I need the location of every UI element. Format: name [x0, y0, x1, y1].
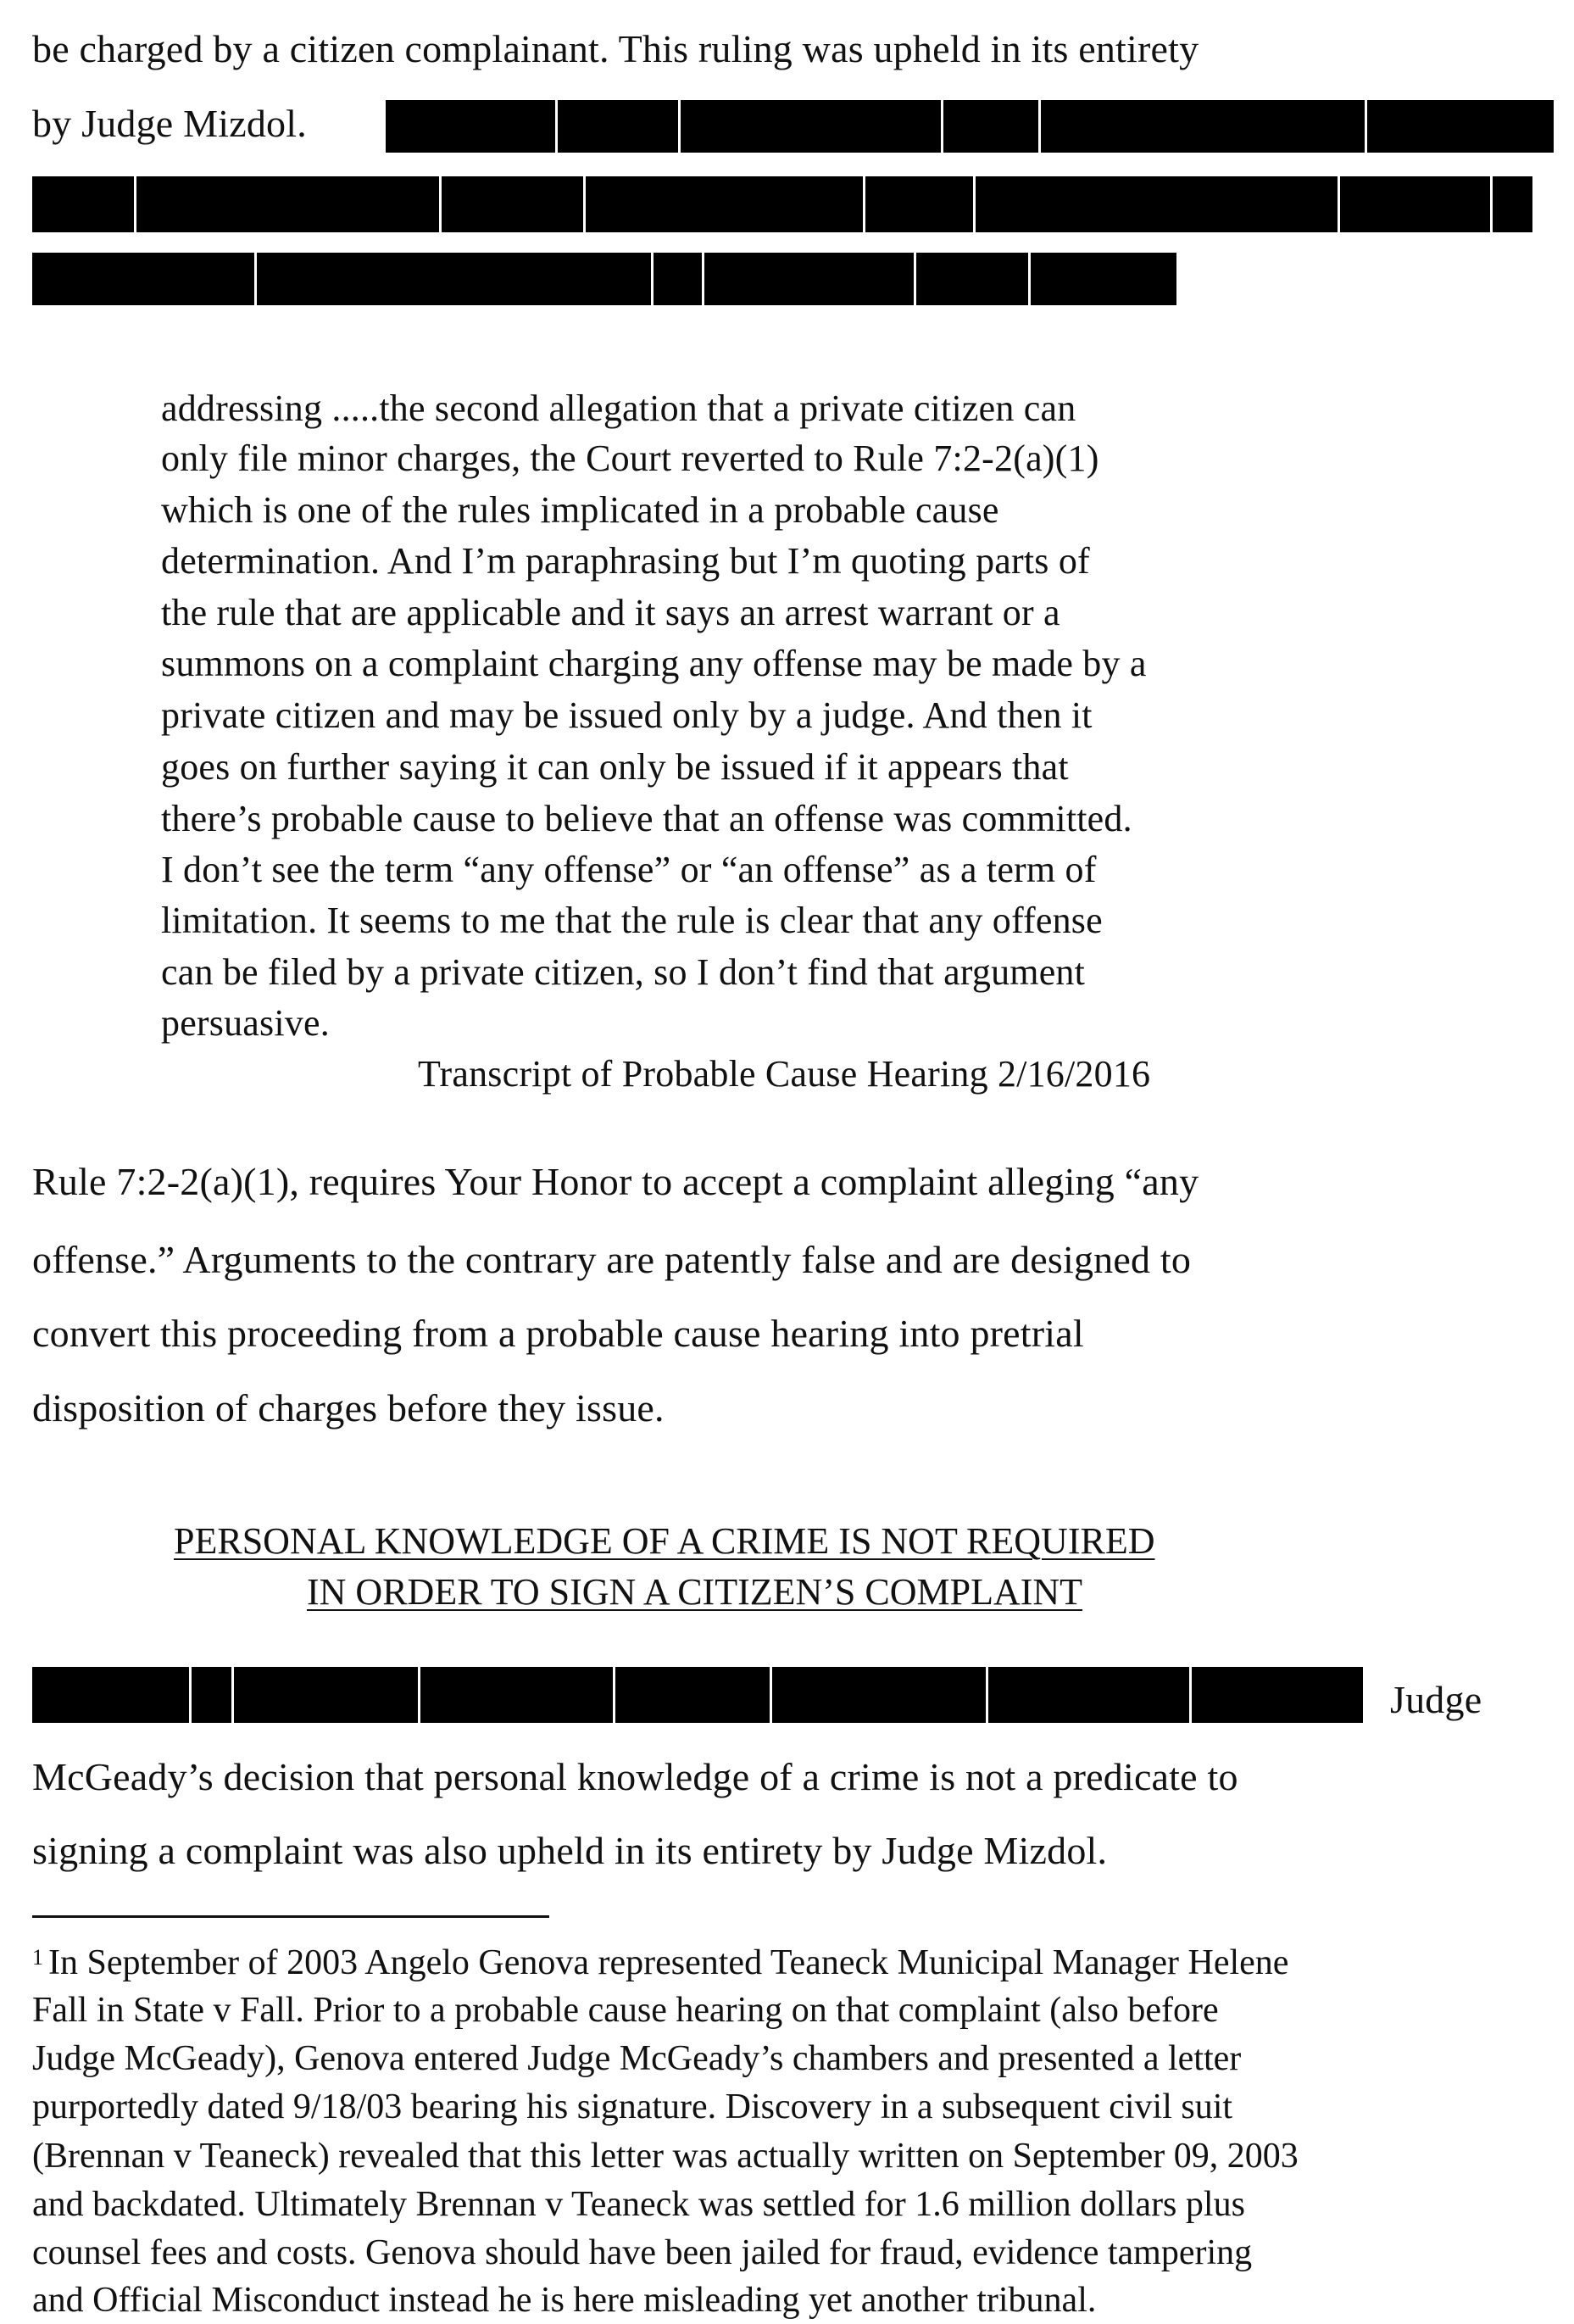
rule-paragraph-line: offense.” Arguments to the contrary are patently false and are designed to: [32, 1238, 1192, 1281]
mcgeady-paragraph-first-line-tail: Judge: [1390, 1678, 1482, 1721]
redaction-block: [32, 253, 1176, 305]
quote-line: I don’t see the term “any offense” or “an offense” as a term of: [161, 849, 1097, 890]
footnote-line: and backdated. Ultimately Brennan v Teaneck was settled for 1.6 million dollars plus: [32, 2185, 1245, 2224]
rule-paragraph-line: Rule 7:2-2(a)(1), requires Your Honor to accept a complaint alleging “any: [32, 1160, 1199, 1203]
rule-paragraph-line: disposition of charges before they issue.: [32, 1386, 665, 1430]
section-heading-line-2: IN ORDER TO SIGN A CITIZEN’S COMPLAINT: [307, 1571, 1083, 1613]
quote-line: goes on further saying it can only be issued if it appears that: [161, 746, 1069, 788]
quote-line: addressing .....the second allegation that a private citizen can: [161, 387, 1076, 429]
footnote-line: and Official Misconduct instead he is here misleading yet another tribunal.: [32, 2281, 1097, 2320]
quote-line: determination. And I’m paraphrasing but I’m quoting parts of: [161, 540, 1090, 582]
footnote-divider: [32, 1915, 549, 1918]
top-paragraph-line-1: be charged by a citizen complainant. This ruling was upheld in its entirety: [32, 27, 1199, 70]
section-heading-line-1: PERSONAL KNOWLEDGE OF A CRIME IS NOT REQUIRED: [174, 1520, 1155, 1562]
quote-line: which is one of the rules implicated in a probable cause: [161, 489, 999, 531]
mcgeady-paragraph-line: signing a complaint was also upheld in its entirety by Judge Mizdol.: [32, 1829, 1108, 1872]
quote-line: persuasive.: [161, 1002, 330, 1044]
redaction-block: [32, 1667, 1363, 1723]
quote-line: summons on a complaint charging any offense may be made by a: [161, 643, 1147, 684]
footnote-line-1: [32, 1942, 1288, 1984]
quote-line: there’s probable cause to believe that an offense was committed.: [161, 798, 1132, 839]
footnote-line: Fall in State v Fall. Prior to a probable cause hearing on that complaint (also before: [32, 1991, 1219, 2030]
quote-line: only file minor charges, the Court reverted to Rule 7:2-2(a)(1): [161, 437, 1099, 479]
footnote-marker: 1: [32, 1945, 43, 1970]
quote-line: private citizen and may be issued only by a judge. And then it: [161, 694, 1093, 736]
top-paragraph-line-2: by Judge Mizdol.: [32, 102, 307, 145]
redaction-block: [386, 100, 1554, 153]
footnote-line: counsel fees and costs. Genova should have been jailed for fraud, evidence tampering: [32, 2233, 1253, 2272]
quote-line: limitation. It seems to me that the rule is clear that any offense: [161, 900, 1103, 941]
footnote-line: Judge McGeady), Genova entered Judge McGeady’s chambers and presented a letter: [32, 2039, 1242, 2078]
redaction-block: [32, 176, 1532, 232]
footnote-line: purportedly dated 9/18/03 bearing his signature. Discovery in a subsequent civil suit: [32, 2087, 1233, 2126]
mcgeady-paragraph-line: McGeady’s decision that personal knowledge of a crime is not a predicate to: [32, 1755, 1238, 1798]
footnote-line: (Brennan v Teaneck) revealed that this letter was actually written on September 09, 2003: [32, 2137, 1299, 2176]
quote-line: can be filed by a private citizen, so I don’t find that argument: [161, 951, 1086, 993]
rule-paragraph-line: convert this proceeding from a probable cause hearing into pretrial: [32, 1312, 1084, 1355]
footnote-first-line: In September of 2003 Angelo Genova represented Teaneck Municipal Manager Helene: [48, 1943, 1289, 1982]
quote-line: the rule that are applicable and it says an arrest warrant or a: [161, 592, 1060, 633]
quote-citation: Transcript of Probable Cause Hearing 2/16/2016: [418, 1053, 1151, 1095]
